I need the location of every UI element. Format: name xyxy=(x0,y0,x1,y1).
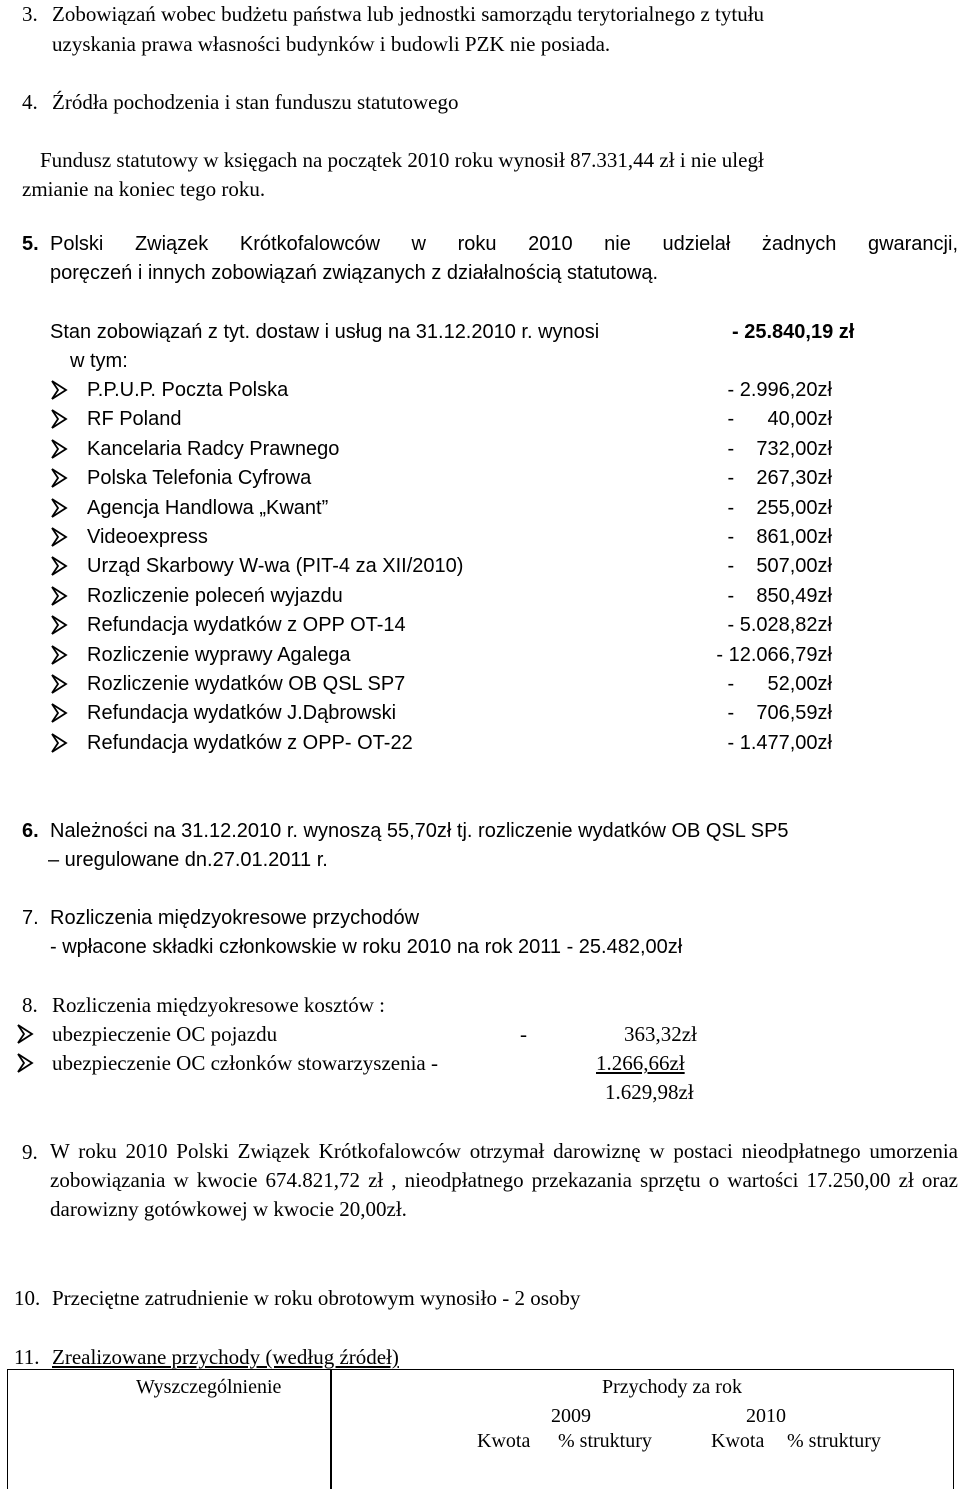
section-7-title: Rozliczenia międzyokresowe przychodów xyxy=(50,907,420,929)
section-11-title: Zrealizowane przychody (według źródeł) xyxy=(52,1345,399,1369)
liability-item-name: Polska Telefonia Cyfrowa xyxy=(87,467,312,489)
liabilities-label: Stan zobowiązań z tyt. dostaw i usług na 31.12.2010 r. wynosi xyxy=(50,321,600,343)
section-3-line-1: Zobowiązań wobec budżetu państwa lub jednostki samorządu terytorialnego z tytułu xyxy=(52,2,765,26)
section-11-number: 11. xyxy=(14,1345,40,1369)
table-header-description: Wyszczególnienie xyxy=(136,1376,282,1398)
liability-item-amount: - 850,49zł xyxy=(727,585,832,607)
cost-item-2-name: ubezpieczenie OC członków stowarzyszenia - xyxy=(52,1051,438,1075)
liability-item-name: RF Poland xyxy=(87,408,182,430)
table-column-divider xyxy=(330,1370,332,1489)
liability-item-name: Refundacja wydatków z OPP- OT-22 xyxy=(87,732,413,754)
bullet-arrow-icon xyxy=(48,701,70,725)
liability-item-name: Kancelaria Radcy Prawnego xyxy=(87,438,340,460)
table-subheader-amount-2010: Kwota xyxy=(711,1430,765,1452)
table-header-year-2009: 2009 xyxy=(551,1405,591,1427)
liability-item-amount: - 5.028,82zł xyxy=(727,614,832,636)
bullet-arrow-icon xyxy=(48,437,70,461)
liability-item-name: Urząd Skarbowy W-wa (PIT-4 za XII/2010) xyxy=(87,555,464,577)
bullet-arrow-icon xyxy=(48,643,70,667)
table-subheader-structure-2009: % struktury xyxy=(558,1430,652,1452)
bullet-arrow-icon xyxy=(48,378,70,402)
section-5-number: 5. xyxy=(22,233,39,255)
section-6-number: 6. xyxy=(22,820,39,842)
liability-item-amount: - 1.477,00zł xyxy=(727,732,832,754)
section-5-line-2: poręczeń i innych zobowiązań związanych z działalnością statutową. xyxy=(50,262,659,284)
section-4-line-2: zmianie na koniec tego roku. xyxy=(22,177,266,201)
liability-item-name: Refundacja wydatków J.Dąbrowski xyxy=(87,702,397,724)
section-7-number: 7. xyxy=(22,907,39,929)
section-8-title: Rozliczenia międzyokresowe kosztów : xyxy=(52,993,385,1017)
section-10-text: Przeciętne zatrudnienie w roku obrotowym wynosiło - 2 osoby xyxy=(52,1286,581,1310)
table-subheader-structure-2010: % struktury xyxy=(787,1430,881,1452)
bullet-arrow-icon xyxy=(48,613,70,637)
liability-item-name: P.P.U.P. Poczta Polska xyxy=(87,379,289,401)
section-4-number: 4. xyxy=(22,90,38,114)
bullet-arrow-icon xyxy=(48,554,70,578)
in-which-label: w tym: xyxy=(70,350,128,372)
liability-item-name: Rozliczenie wyprawy Agalega xyxy=(87,644,351,666)
table-header-year-2010: 2010 xyxy=(746,1405,786,1427)
section-6-line-2: – uregulowane dn.27.01.2011 r. xyxy=(48,849,328,871)
section-4-line-1: Fundusz statutowy w księgach na początek 2010 roku wynosił 87.331,44 zł i nie uległ xyxy=(40,148,764,172)
section-4-title: Źródła pochodzenia i stan funduszu statutowego xyxy=(52,90,459,114)
liability-item-amount: - 2.996,20zł xyxy=(727,379,832,401)
bullet-arrow-icon xyxy=(14,1022,36,1046)
bullet-arrow-icon xyxy=(48,496,70,520)
section-8-number: 8. xyxy=(22,993,38,1017)
liability-item-amount: - 706,59zł xyxy=(727,702,832,724)
section-7-line-1: - wpłacone składki członkowskie w roku 2010 na rok 2011 - 25.482,00zł xyxy=(50,936,683,958)
section-9-paragraph: W roku 2010 Polski Związek Krótkofalowców otrzymał darowiznę w postaci nieodpłatnego umorzenia zobowiązania w kwocie 674.821,72 zł , nieodpłatnego przekazania sprzętu o wartości 17.250,00 zł oraz darowizny gotówkowej w kwocie 20,00zł. xyxy=(50,1139,958,1221)
liability-item-amount: - 267,30zł xyxy=(727,467,832,489)
liabilities-total: - 25.840,19 zł xyxy=(732,321,855,343)
bullet-arrow-icon xyxy=(48,584,70,608)
bullet-arrow-icon xyxy=(48,672,70,696)
table-subheader-amount-2009: Kwota xyxy=(477,1430,531,1452)
liability-item-amount: - 255,00zł xyxy=(727,497,832,519)
liability-item-amount: - 40,00zł xyxy=(727,408,832,430)
table-header-revenue: Przychody za rok xyxy=(602,1376,742,1398)
liability-item-amount: - 861,00zł xyxy=(727,526,832,548)
cost-item-2-amount: 1.266,66zł xyxy=(596,1051,685,1075)
section-6-line-1: Należności na 31.12.2010 r. wynoszą 55,70zł tj. rozliczenie wydatków OB QSL SP5 xyxy=(50,820,789,842)
section-10-number: 10. xyxy=(14,1286,41,1310)
section-3-line-2: uzyskania prawa własności budynków i budowli PZK nie posiada. xyxy=(52,32,611,56)
cost-item-1-dash: - xyxy=(520,1022,527,1046)
cost-total: 1.629,98zł xyxy=(605,1080,694,1104)
bullet-arrow-icon xyxy=(48,525,70,549)
cost-item-1-amount: 363,32zł xyxy=(624,1022,697,1046)
liability-item-name: Agencja Handlowa „Kwant” xyxy=(87,497,329,519)
bullet-arrow-icon xyxy=(14,1051,36,1075)
liability-item-name: Videoexpress xyxy=(87,526,208,548)
bullet-arrow-icon xyxy=(48,407,70,431)
liability-item-amount: - 12.066,79zł xyxy=(716,644,832,666)
section-5-line-1: Polski Związek Krótkofalowców w roku 2010 nie udzielał żadnych gwarancji, xyxy=(50,233,958,255)
liability-item-name: Rozliczenie poleceń wyjazdu xyxy=(87,585,343,607)
liability-item-name: Rozliczenie wydatków OB QSL SP7 xyxy=(87,673,406,695)
section-9-number: 9. xyxy=(22,1140,38,1164)
liability-item-amount: - 732,00zł xyxy=(727,438,832,460)
liability-item-amount: - 507,00zł xyxy=(727,555,832,577)
liability-item-name: Refundacja wydatków z OPP OT-14 xyxy=(87,614,406,636)
liability-item-amount: - 52,00zł xyxy=(727,673,832,695)
section-3-number: 3. xyxy=(22,2,38,26)
cost-item-1-name: ubezpieczenie OC pojazdu xyxy=(52,1022,278,1046)
bullet-arrow-icon xyxy=(48,731,70,755)
revenue-table xyxy=(7,1369,954,1489)
bullet-arrow-icon xyxy=(48,466,70,490)
